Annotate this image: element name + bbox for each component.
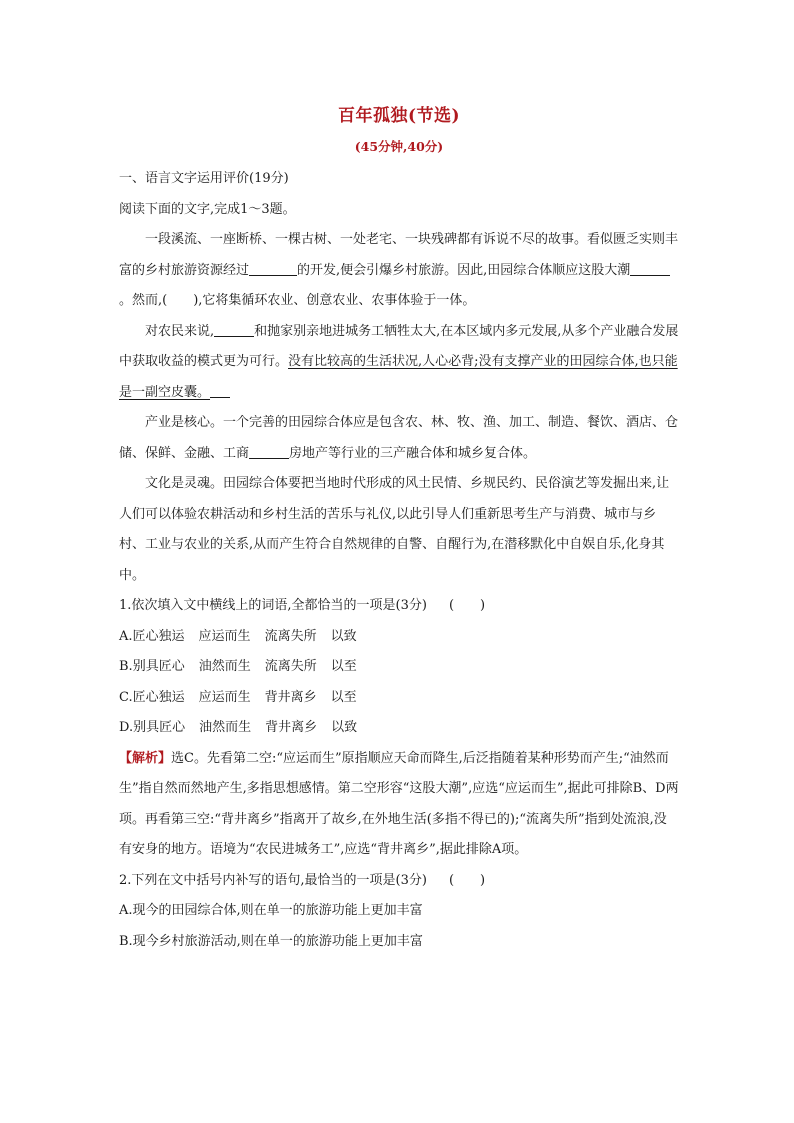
option-word: 以致 (331, 720, 358, 735)
passage-text: 房地产等行业的三产融合体和城乡复合体。 (289, 445, 537, 461)
option-d (119, 713, 679, 744)
passage-text: 一段溪流、一座断桥、一棵古树、一处老宅、一块残碑都有诉说不尽的故事。看似匮乏实则丰富的乡村旅游资源经过 (119, 232, 679, 278)
question-1-stem (119, 591, 679, 622)
option-word: 油然而生 (199, 720, 252, 735)
option-word: 背井离乡 (265, 720, 318, 735)
option-a (119, 622, 679, 653)
question-1-analysis (119, 744, 679, 866)
reading-instruction: 阅读下面的文字,完成1～3题。 (119, 201, 296, 217)
option-word: 匠心独运 (132, 628, 185, 644)
option-letter: A. (119, 628, 133, 644)
question-2-stem (119, 866, 679, 897)
fill-blank-1 (249, 261, 297, 276)
underline-tail (210, 383, 230, 398)
option-word: 别具匠心 (133, 720, 186, 735)
fill-blank-3 (214, 322, 254, 337)
passage-text: 和抛家别亲地进城务工牺牲太大,在本区域内多元发展,从多个产业融合发展中获取收益的模式更为可行。 (119, 323, 679, 369)
page-title: 百年孤独(节选) (337, 106, 461, 126)
question-text: 1.依次填入文中横线上的词语,全都恰当的一项是(3分) (119, 598, 427, 613)
passage-text: 对农民来说, (145, 323, 215, 339)
option-word: 应运而生 (198, 689, 251, 705)
option-word: 流离失所 (264, 659, 317, 674)
time-score-subtitle: (45分钟,40分) (354, 139, 444, 154)
passage-paragraph-1 (119, 225, 679, 317)
option-word: 应运而生 (198, 628, 251, 644)
fill-blank-2 (630, 261, 670, 276)
option-a: A.现今的田园综合体,则在单一的旅游功能上更加丰富 (119, 903, 423, 918)
option-word: 以至 (330, 689, 357, 705)
option-word: 以至 (330, 659, 357, 674)
option-word: 匠心独运 (132, 689, 185, 705)
option-b (119, 652, 679, 683)
document-content (119, 100, 679, 957)
analysis-text: 选C。先看第二空:“应运而生”原指顺应天命而降生,后泛指随着某种形势而产生;“油然而生”指自然而然地产生,多指思想感情。第二空形容“这股大潮”,应选“应运而生”,据此可排除B、D两项。再看第三空:“背井离乡”指离开了故乡,在外地生活(多指不得已的);“流离失所”指到处流浪,没有安身的地方。语境为“农民进城务工”,应选“背井离乡”,据此排除A项。 (119, 750, 679, 857)
option-word: 别具匠心 (132, 659, 185, 674)
option-c (119, 683, 679, 714)
option-letter: C. (119, 689, 133, 705)
option-word: 油然而生 (198, 659, 251, 674)
passage-text: 。然而,( ),它将集循环农业、创意农业、农事体验于一体。 (119, 293, 476, 308)
option-word: 背井离乡 (264, 689, 317, 705)
option-word: 流离失所 (264, 628, 317, 644)
answer-parentheses: ( ) (448, 598, 486, 613)
option-letter: D. (119, 720, 134, 735)
section-heading: 一、语言文字运用评价(19分) (119, 171, 289, 186)
analysis-tag: 【解析】 (119, 750, 172, 766)
passage-text: 产业是核心。一个完善的田园综合体应是包含农、林、牧、渔、加工、制造、餐饮、酒店、仓储、保鲜、金融、工商 (119, 415, 679, 461)
option-letter: B. (119, 659, 133, 674)
option-b: B.现今乡村旅游活动,则在单一的旅游功能上更加丰富 (119, 933, 423, 949)
answer-parentheses: ( ) (448, 872, 486, 888)
question-text: 2.下列在文中括号内补写的语句,最恰当的一项是(3分) (119, 872, 427, 888)
underlined-sentence: 没有比较高的生活状况,人心必背;没有支撑产业的田园综合体,也只能是一副空皮囊。 (119, 354, 678, 400)
passage-paragraph-4: 文化是灵魂。田园综合体要把当地时代形成的风土民情、乡规民约、民俗演艺等发掘出来,让人们可以体验农耕活动和乡村生活的苦乐与礼仪,以此引导人们重新思考生产与消费、城市与乡村、工业与农业的关系,从而产生符合自然规律的自警、自醒行为,在潜移默化中自娱自乐,化身其中。 (119, 476, 670, 583)
passage-text: 的开发,便会引爆乡村旅游。因此,田园综合体顺应这股大潮 (297, 262, 631, 278)
fill-blank-4 (249, 444, 289, 459)
passage-paragraph-2 (119, 317, 679, 409)
option-word: 以致 (330, 628, 357, 644)
passage-paragraph-3 (119, 408, 679, 469)
